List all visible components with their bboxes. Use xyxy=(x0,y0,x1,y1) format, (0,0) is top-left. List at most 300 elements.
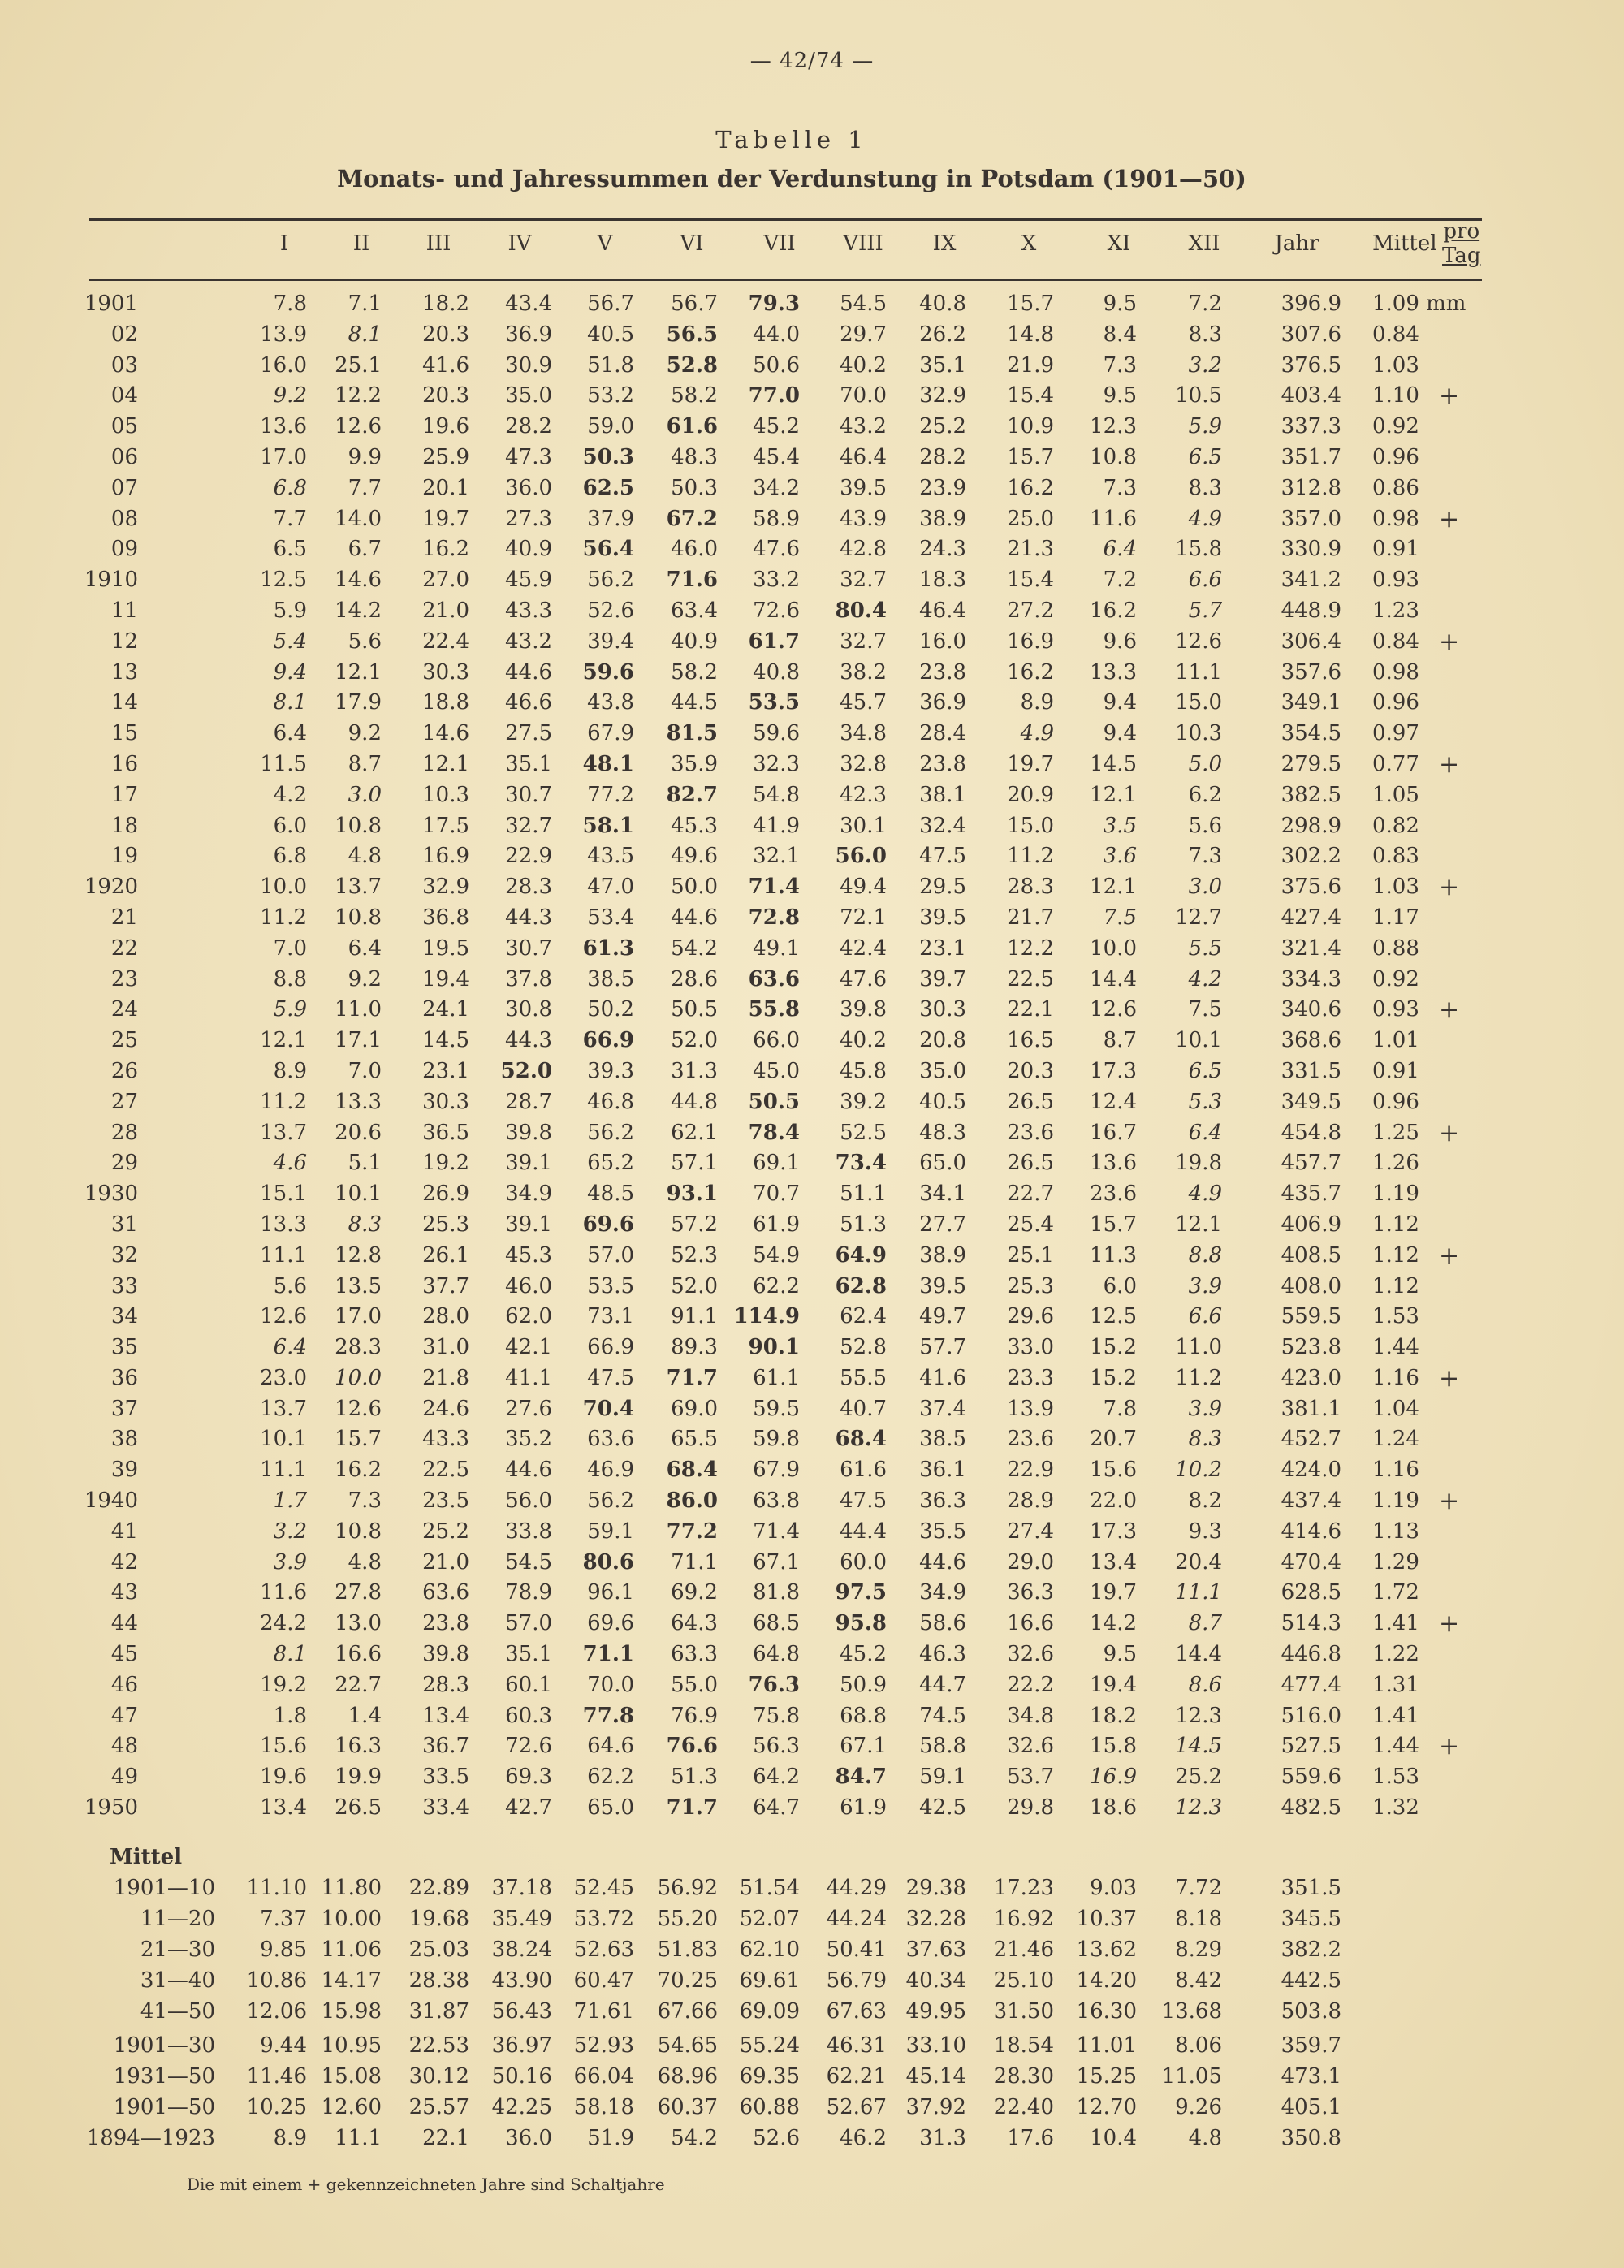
table-cell: 27.2 xyxy=(1007,598,1054,623)
table-cell: 351.7 xyxy=(1281,444,1341,469)
table-cell: 15.6 xyxy=(1090,1458,1137,1483)
table-cell: 56.7 xyxy=(671,292,718,316)
table-cell: 5.5 xyxy=(1188,935,1222,961)
table-cell: 79.3 xyxy=(748,292,800,316)
daily-mean-cell: 1.13 xyxy=(1372,1518,1419,1544)
table-cell: 54.8 xyxy=(753,782,800,807)
table-cell: 6.4 xyxy=(273,721,307,746)
table-row xyxy=(0,1148,1624,1179)
year-label: 16 xyxy=(110,751,138,776)
table-cell: 12.1 xyxy=(1090,875,1137,900)
table-cell: 39.7 xyxy=(919,966,966,991)
table-cell: 628.5 xyxy=(1281,1580,1341,1605)
table-cell: 14.4 xyxy=(1090,966,1137,991)
table-cell: 7.7 xyxy=(273,506,307,531)
table-cell: 61.6 xyxy=(666,414,718,439)
table-cell: 52.5 xyxy=(840,1120,887,1145)
table-cell: 66.9 xyxy=(582,1028,634,1053)
table-cell: 62.4 xyxy=(840,1304,887,1329)
mittel-cell: 22.40 xyxy=(993,2095,1054,2119)
column-header: VIII xyxy=(843,231,883,256)
mittel-cell: 442.5 xyxy=(1281,1968,1341,1993)
table-cell: 33.4 xyxy=(422,1795,469,1821)
table-cell: 40.8 xyxy=(753,659,800,685)
mittel-cell: 28.38 xyxy=(408,1968,469,1993)
mittel-cell: 350.8 xyxy=(1281,2126,1341,2150)
table-cell: 39.8 xyxy=(840,997,887,1022)
table-cell: 76.6 xyxy=(666,1734,718,1759)
table-cell: 19.7 xyxy=(422,506,469,531)
table-cell: 24.1 xyxy=(422,997,469,1022)
table-cell: 49.4 xyxy=(840,875,887,900)
mittel-cell: 8.42 xyxy=(1175,1968,1222,1993)
table-cell: 15.1 xyxy=(260,1182,307,1207)
table-cell: 17.0 xyxy=(260,444,307,469)
table-cell: 23.3 xyxy=(1007,1365,1054,1390)
daily-mean-cell: 1.72 xyxy=(1372,1580,1419,1605)
table-cell: 37.9 xyxy=(587,506,634,531)
table-cell: 72.6 xyxy=(505,1734,552,1759)
table-cell: 17.9 xyxy=(335,690,382,715)
mittel-cell: 52.45 xyxy=(573,1876,634,1900)
mittel-cell: 14.17 xyxy=(321,1968,382,1993)
table-cell: 3.9 xyxy=(273,1549,307,1575)
table-cell: 482.5 xyxy=(1281,1795,1341,1821)
year-label: 33 xyxy=(110,1273,138,1298)
table-cell: 25.4 xyxy=(1007,1212,1054,1237)
year-label: 42 xyxy=(110,1549,138,1575)
mittel-cell: 44.29 xyxy=(826,1876,887,1900)
mittel-cell: 53.72 xyxy=(573,1907,634,1931)
table-cell: 56.2 xyxy=(587,568,634,593)
table-cell: 35.1 xyxy=(505,751,552,776)
table-row xyxy=(0,1363,1624,1394)
table-cell: 35.0 xyxy=(505,383,552,408)
table-cell: 62.8 xyxy=(835,1273,887,1298)
table-cell: 9.9 xyxy=(348,444,382,469)
table-cell: 396.9 xyxy=(1281,292,1341,316)
table-cell: 35.0 xyxy=(919,1058,966,1083)
table-cell: 448.9 xyxy=(1281,598,1341,623)
table-cell: 8.1 xyxy=(273,1642,307,1667)
table-cell: 18.6 xyxy=(1090,1795,1137,1821)
table-cell: 15.2 xyxy=(1090,1365,1137,1390)
mittel-cell: 11.06 xyxy=(321,1938,382,1962)
table-cell: 12.5 xyxy=(260,568,307,593)
table-cell: 10.0 xyxy=(260,875,307,900)
table-cell: 40.8 xyxy=(919,292,966,316)
table-cell: 42.8 xyxy=(840,537,887,562)
table-cell: 8.3 xyxy=(1188,475,1222,500)
table-cell: 15.0 xyxy=(1007,813,1054,838)
table-cell: 52.0 xyxy=(500,1058,552,1083)
table-cell: 10.1 xyxy=(260,1427,307,1452)
table-cell: 45.7 xyxy=(840,690,887,715)
table-cell: 38.5 xyxy=(587,966,634,991)
table-cell: 1.7 xyxy=(273,1488,307,1514)
mittel-cell: 17.23 xyxy=(993,1876,1054,1900)
table-cell: 3.9 xyxy=(1188,1273,1222,1298)
mittel-cell: 69.09 xyxy=(739,1999,800,2024)
table-row xyxy=(0,443,1624,473)
year-label: 03 xyxy=(110,352,138,378)
table-row xyxy=(0,780,1624,811)
table-row xyxy=(0,1455,1624,1486)
table-row xyxy=(0,565,1624,596)
table-cell: 44.6 xyxy=(671,905,718,930)
table-cell: 16.9 xyxy=(1007,629,1054,654)
table-cell: 16.2 xyxy=(335,1458,382,1483)
daily-mean-cell: 1.24 xyxy=(1372,1427,1419,1452)
mittel-cell: 19.68 xyxy=(408,1907,469,1931)
year-label: 02 xyxy=(110,322,138,347)
table-cell: 11.2 xyxy=(260,905,307,930)
table-cell: 32.8 xyxy=(840,751,887,776)
table-cell: 470.4 xyxy=(1281,1549,1341,1575)
table-cell: 56.7 xyxy=(587,292,634,316)
mittel-cell: 56.92 xyxy=(657,1876,718,1900)
table-cell: 7.2 xyxy=(1188,292,1222,316)
table-cell: 66.9 xyxy=(587,1335,634,1360)
table-cell: 10.0 xyxy=(1090,935,1137,961)
table-cell: 89.3 xyxy=(671,1335,718,1360)
table-title: Monats- und Jahressummen der Verdunstung in Potsdam (1901—50) xyxy=(337,165,1246,192)
table-cell: 40.7 xyxy=(840,1396,887,1421)
table-cell: 321.4 xyxy=(1281,935,1341,961)
table-cell: 11.0 xyxy=(1175,1335,1222,1360)
mittel-row xyxy=(0,2123,1624,2154)
daily-mean-cell: 1.12 xyxy=(1372,1273,1419,1298)
daily-mean-cell: 0.92 xyxy=(1372,966,1419,991)
table-cell: 8.7 xyxy=(1188,1611,1222,1636)
table-cell: 27.4 xyxy=(1007,1518,1054,1544)
table-cell: 20.7 xyxy=(1090,1427,1137,1452)
table-cell: 39.5 xyxy=(919,1273,966,1298)
table-cell: 34.8 xyxy=(840,721,887,746)
daily-mean-cell: 1.16 xyxy=(1372,1365,1419,1390)
table-cell: 96.1 xyxy=(587,1580,634,1605)
table-cell: 53.5 xyxy=(748,690,800,715)
table-row xyxy=(0,903,1624,934)
table-cell: 39.2 xyxy=(840,1089,887,1114)
table-cell: 31.3 xyxy=(671,1058,718,1083)
daily-mean-cell: 1.05 xyxy=(1372,782,1419,807)
table-cell: 11.1 xyxy=(1175,659,1222,685)
table-cell: 34.9 xyxy=(505,1182,552,1207)
table-cell: 6.5 xyxy=(1188,444,1222,469)
table-cell: 39.5 xyxy=(840,475,887,500)
table-cell: 25.3 xyxy=(1007,1273,1054,1298)
year-label: 41 xyxy=(110,1518,138,1544)
year-label: 34 xyxy=(110,1304,138,1329)
table-cell: 23.0 xyxy=(260,1365,307,1390)
table-cell: 51.1 xyxy=(840,1182,887,1207)
table-cell: 16.2 xyxy=(1007,659,1054,685)
table-cell: 47.5 xyxy=(587,1365,634,1390)
table-cell: 35.1 xyxy=(505,1642,552,1667)
table-cell: 43.2 xyxy=(840,414,887,439)
table-cell: 53.7 xyxy=(1007,1765,1054,1790)
table-cell: 78.4 xyxy=(748,1120,800,1145)
year-label: 1940 xyxy=(84,1488,138,1514)
table-cell: 331.5 xyxy=(1281,1058,1341,1083)
table-cell: 47.3 xyxy=(505,444,552,469)
table-cell: 33.0 xyxy=(1007,1335,1054,1360)
mittel-cell: 51.9 xyxy=(587,2126,634,2150)
table-cell: 12.6 xyxy=(335,1396,382,1421)
mittel-cell: 25.10 xyxy=(993,1968,1054,1993)
table-cell: 77.0 xyxy=(748,383,800,408)
table-cell: 28.2 xyxy=(505,414,552,439)
table-cell: 59.6 xyxy=(753,721,800,746)
mittel-cell: 382.2 xyxy=(1281,1938,1341,1962)
table-cell: 35.1 xyxy=(919,352,966,378)
table-cell: 26.1 xyxy=(422,1242,469,1268)
mittel-cell: 42.25 xyxy=(491,2095,552,2119)
daily-mean-cell: 0.92 xyxy=(1372,414,1419,439)
table-cell: 59.6 xyxy=(582,659,634,685)
table-cell: 334.3 xyxy=(1281,966,1341,991)
mittel-cell: 56.79 xyxy=(826,1968,887,1993)
mittel-cell: 69.61 xyxy=(739,1968,800,1993)
table-cell: 50.5 xyxy=(748,1089,800,1114)
table-cell: 27.3 xyxy=(505,506,552,531)
table-row xyxy=(0,596,1624,627)
table-cell: 41.9 xyxy=(753,813,800,838)
table-row xyxy=(0,1056,1624,1087)
table-cell: 27.0 xyxy=(422,568,469,593)
table-cell: 9.5 xyxy=(1103,383,1137,408)
table-cell: 58.8 xyxy=(919,1734,966,1759)
table-row xyxy=(0,1701,1624,1732)
table-cell: 25.1 xyxy=(1007,1242,1054,1268)
mittel-cell: 52.67 xyxy=(826,2095,887,2119)
mittel-row xyxy=(0,2061,1624,2092)
table-cell: 32.3 xyxy=(753,751,800,776)
table-cell: 71.1 xyxy=(671,1549,718,1575)
table-cell: 30.7 xyxy=(505,782,552,807)
table-cell: 16.2 xyxy=(1090,598,1137,623)
table-cell: 12.1 xyxy=(1090,782,1137,807)
table-cell: 64.3 xyxy=(671,1611,718,1636)
table-cell: 61.6 xyxy=(840,1458,887,1483)
table-cell: 16.6 xyxy=(1007,1611,1054,1636)
table-cell: 423.0 xyxy=(1281,1365,1341,1390)
year-label: 14 xyxy=(110,690,138,715)
mittel-cell: 9.26 xyxy=(1175,2095,1222,2119)
table-cell: 16.7 xyxy=(1090,1120,1137,1145)
table-cell: 60.0 xyxy=(840,1549,887,1575)
table-cell: 12.7 xyxy=(1175,905,1222,930)
table-cell: 43.9 xyxy=(840,506,887,531)
table-cell: 73.4 xyxy=(835,1151,887,1176)
mittel-cell: 46.31 xyxy=(826,2033,887,2058)
table-cell: 44.4 xyxy=(840,1518,887,1544)
table-row xyxy=(0,1548,1624,1579)
table-cell: 19.7 xyxy=(1007,751,1054,776)
table-cell: 12.3 xyxy=(1090,414,1137,439)
table-cell: 58.6 xyxy=(919,1611,966,1636)
mittel-cell: 351.5 xyxy=(1281,1876,1341,1900)
table-cell: 14.2 xyxy=(1090,1611,1137,1636)
year-label: 08 xyxy=(110,506,138,531)
table-cell: 11.0 xyxy=(335,997,382,1022)
daily-mean-cell: 1.17 xyxy=(1372,905,1419,930)
daily-mean-cell: 1.03 xyxy=(1372,352,1419,378)
mittel-cell: 15.08 xyxy=(321,2064,382,2089)
table-cell: 32.4 xyxy=(919,813,966,838)
table-cell: 23.1 xyxy=(919,935,966,961)
table-cell: 77.8 xyxy=(582,1703,634,1728)
table-cell: 44.6 xyxy=(505,659,552,685)
mittel-cell: 11.05 xyxy=(1161,2064,1222,2089)
mittel-cell: 11.46 xyxy=(246,2064,307,2089)
table-cell: 21.3 xyxy=(1007,537,1054,562)
year-label: 24 xyxy=(110,997,138,1022)
mittel-cell: 58.18 xyxy=(573,2095,634,2119)
table-cell: 29.8 xyxy=(1007,1795,1054,1821)
mittel-cell: 68.96 xyxy=(657,2064,718,2089)
mittel-row xyxy=(0,2092,1624,2123)
table-cell: 82.7 xyxy=(666,782,718,807)
table-cell: 22.9 xyxy=(1007,1458,1054,1483)
table-cell: 41.6 xyxy=(919,1365,966,1390)
table-cell: 6.2 xyxy=(1188,782,1222,807)
table-cell: 29.5 xyxy=(919,875,966,900)
table-cell: 30.3 xyxy=(422,659,469,685)
table-cell: 38.9 xyxy=(919,1242,966,1268)
table-cell: 8.8 xyxy=(1188,1242,1222,1268)
daily-mean-cell: 1.41 xyxy=(1372,1703,1419,1728)
table-cell: 36.5 xyxy=(422,1120,469,1145)
table-cell: 14.5 xyxy=(1175,1734,1222,1759)
table-cell: 32.6 xyxy=(1007,1642,1054,1667)
table-cell: 5.6 xyxy=(273,1273,307,1298)
table-cell: 19.8 xyxy=(1175,1151,1222,1176)
table-cell: 14.6 xyxy=(335,568,382,593)
leap-year-mark: + xyxy=(1439,750,1460,779)
table-cell: 9.5 xyxy=(1103,292,1137,316)
table-row xyxy=(0,381,1624,412)
table-cell: 23.6 xyxy=(1007,1120,1054,1145)
mittel-cell: 9.85 xyxy=(260,1938,307,1962)
table-cell: 28.9 xyxy=(1007,1488,1054,1514)
table-cell: 7.5 xyxy=(1188,997,1222,1022)
table-cell: 9.4 xyxy=(1103,721,1137,746)
table-cell: 37.7 xyxy=(422,1273,469,1298)
table-cell: 84.7 xyxy=(835,1765,887,1790)
period-label: 1901—50 xyxy=(113,2095,215,2119)
table-cell: 74.5 xyxy=(919,1703,966,1728)
table-cell: 45.2 xyxy=(840,1642,887,1667)
table-cell: 22.9 xyxy=(505,844,552,869)
mittel-cell: 67.63 xyxy=(826,1999,887,2024)
year-label: 22 xyxy=(110,935,138,961)
year-label: 04 xyxy=(110,383,138,408)
mittel-cell: 16.30 xyxy=(1076,1999,1137,2024)
table-cell: 72.6 xyxy=(753,598,800,623)
mittel-cell: 22.1 xyxy=(422,2126,469,2150)
mittel-cell: 31.3 xyxy=(919,2126,966,2150)
table-cell: 10.1 xyxy=(1175,1028,1222,1053)
table-cell: 427.4 xyxy=(1281,905,1341,930)
mittel-row xyxy=(0,1996,1624,2027)
footnote: Die mit einem + gekennzeichneten Jahre sind Schaltjahre xyxy=(187,2175,665,2194)
table-cell: 312.8 xyxy=(1281,475,1341,500)
table-cell: 435.7 xyxy=(1281,1182,1341,1207)
table-cell: 32.7 xyxy=(505,813,552,838)
column-header-mittel xyxy=(1372,210,1486,278)
table-cell: 65.5 xyxy=(671,1427,718,1452)
table-cell: 15.7 xyxy=(1007,444,1054,469)
table-cell: 306.4 xyxy=(1281,629,1341,654)
table-cell: 10.1 xyxy=(335,1182,382,1207)
column-header: XI xyxy=(1107,231,1131,256)
table-cell: 8.4 xyxy=(1103,322,1137,347)
mittel-cell: 54.65 xyxy=(657,2033,718,2058)
table-cell: 63.8 xyxy=(753,1488,800,1514)
year-label: 1930 xyxy=(84,1182,138,1207)
table-cell: 17.1 xyxy=(335,1028,382,1053)
table-row xyxy=(0,1517,1624,1548)
table-cell: 382.5 xyxy=(1281,782,1341,807)
table-cell: 58.1 xyxy=(582,813,634,838)
table-cell: 13.4 xyxy=(422,1703,469,1728)
table-cell: 57.2 xyxy=(671,1212,718,1237)
table-cell: 77.2 xyxy=(666,1518,718,1544)
table-cell: 32.9 xyxy=(422,875,469,900)
table-cell: 39.8 xyxy=(422,1642,469,1667)
table-cell: 8.3 xyxy=(1188,322,1222,347)
period-label: 1894—1923 xyxy=(86,2126,215,2150)
table-cell: 27.7 xyxy=(919,1212,966,1237)
leap-year-mark: + xyxy=(1439,996,1460,1025)
table-cell: 19.9 xyxy=(335,1765,382,1790)
table-cell: 54.5 xyxy=(840,292,887,316)
mittel-cell: 11.01 xyxy=(1076,2033,1137,2058)
table-cell: 13.6 xyxy=(260,414,307,439)
table-cell: 22.7 xyxy=(335,1672,382,1697)
mittel-cell: 60.37 xyxy=(657,2095,718,2119)
mittel-cell: 66.04 xyxy=(573,2064,634,2089)
year-label: 07 xyxy=(110,475,138,500)
table-cell: 8.1 xyxy=(273,690,307,715)
table-cell: 21.0 xyxy=(422,598,469,623)
column-header: III xyxy=(425,231,451,256)
table-cell: 63.6 xyxy=(748,966,800,991)
table-cell: 69.6 xyxy=(587,1611,634,1636)
period-label: 1901—30 xyxy=(113,2033,215,2058)
year-label: 1910 xyxy=(84,568,138,593)
mittel-cell: 35.49 xyxy=(491,1907,552,1931)
table-cell: 34.1 xyxy=(919,1182,966,1207)
year-label: 35 xyxy=(110,1335,138,1360)
table-cell: 12.2 xyxy=(1007,935,1054,961)
mittel-cell: 9.44 xyxy=(260,2033,307,2058)
daily-mean-cell: 0.96 xyxy=(1372,444,1419,469)
mittel-cell: 10.86 xyxy=(246,1968,307,1993)
table-cell: 11.2 xyxy=(1175,1365,1222,1390)
mittel-cell: 21.46 xyxy=(993,1938,1054,1962)
table-cell: 46.8 xyxy=(587,1089,634,1114)
table-cell: 20.1 xyxy=(422,475,469,500)
period-label: 41—50 xyxy=(140,1999,215,2024)
table-row xyxy=(0,1026,1624,1056)
table-cell: 54.5 xyxy=(505,1549,552,1575)
table-cell: 59.0 xyxy=(587,414,634,439)
mittel-cell: 37.92 xyxy=(905,2095,966,2119)
year-label: 18 xyxy=(110,813,138,838)
